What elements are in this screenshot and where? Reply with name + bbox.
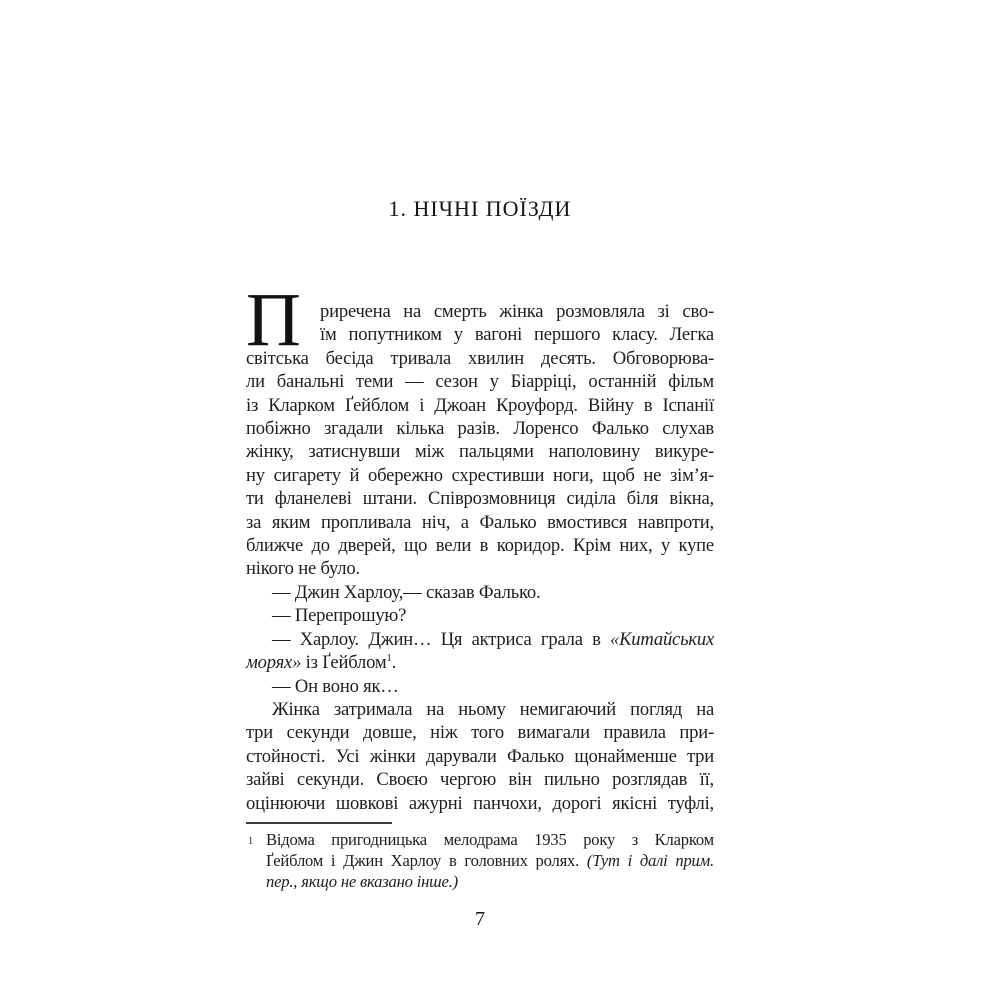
text-line: із Кларком Ґейблом і Джоан Кроуфорд. Війну в Іспанії <box>246 394 714 416</box>
footnote-rule <box>246 822 392 824</box>
body-text <box>246 300 714 815</box>
footnote-marker: 1 <box>248 836 254 847</box>
text-line: за яким пропливала ніч, а Фалько вмостився навпроти, <box>246 511 714 533</box>
dropcap-letter: П <box>246 278 301 362</box>
text-line: жінку, затиснувши між пальцями наполовину викуре- <box>246 441 714 463</box>
text-line: — Харлоу. Джин… Ця актриса грала в «Китайських <box>272 628 714 650</box>
text-line: оцінюючи шовкові ажурні панчохи, дорогі якісні туфлі, <box>246 792 714 814</box>
text-line: нікого не було. <box>246 558 360 580</box>
text-line: Ґейблом і Джин Харлоу в головних ролях. (Тут і далі прим. <box>266 851 714 870</box>
text-line: Жінка затримала на ньому немигаючий погляд на <box>272 698 714 720</box>
text-line: побіжно згадали кілька разів. Лоренсо Фалько слухав <box>246 418 714 440</box>
text-line: зайві секунди. Своєю чергою він пильно розглядав її, <box>246 769 714 791</box>
text-line: стойності. Усі жінки дарували Фалько щонайменше три <box>246 745 714 767</box>
text-line: риречена на смерть жінка розмовляла зі сво- <box>320 301 714 322</box>
text-line: світська бесіда тривала хвилин десять. Обговорюва- <box>246 347 714 369</box>
chapter-title: 1. НІЧНІ ПОЇЗДИ <box>388 196 572 221</box>
text-line: ли банальні теми — сезон у Біарріці, останній фільм <box>246 371 714 393</box>
text-line: — Он воно як… <box>272 675 399 697</box>
text-line: їм попутником у вагоні першого класу. Легка <box>320 324 714 346</box>
text-line: пер., якщо не вказано інше.) <box>266 872 458 891</box>
text-line: ну сигарету й обережно схрестивши ноги, щоб не зім’я- <box>246 464 714 486</box>
text-line: — Джин Харлоу,— сказав Фалько. <box>272 581 541 603</box>
text-line: Відома пригодницька мелодрама 1935 року з Кларком <box>266 830 714 849</box>
text-line: морях» із Ґейблом$^1$. <box>246 651 397 674</box>
footnote-text <box>246 829 714 892</box>
footnote <box>246 822 714 892</box>
text-line: ти фланелеві штани. Співрозмовниця сиділа біля вікна, <box>246 488 714 510</box>
text-line: — Перепрошую? <box>272 605 407 627</box>
page-number: 7 <box>475 908 485 930</box>
text-line: три секунди довше, ніж того вимагали правила при- <box>246 722 714 744</box>
text-line: ближче до дверей, що вели в коридор. Крім них, у купе <box>246 535 714 557</box>
